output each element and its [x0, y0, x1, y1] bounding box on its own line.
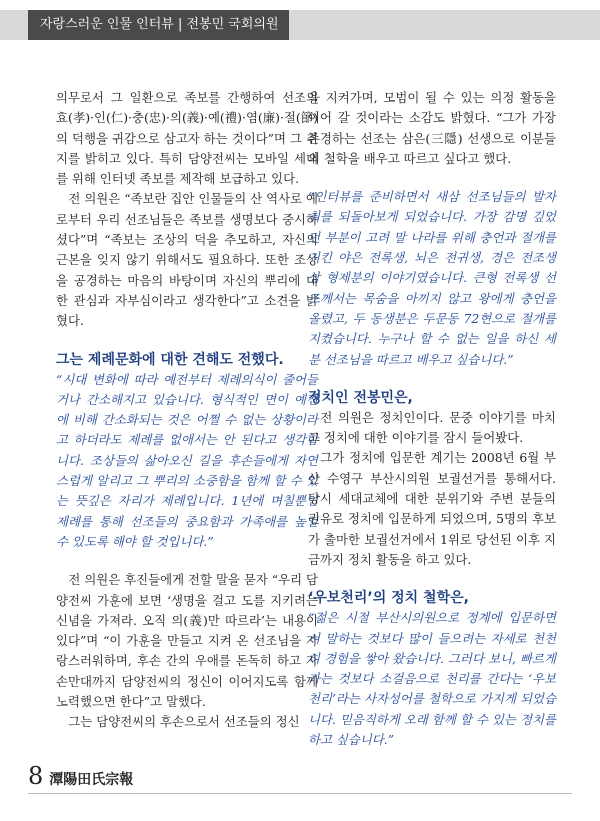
interview-quote: “인터뷰를 준비하면서 새삼 선조님들의 발자취를 되돌아보게 되었습니다. 가장 감명 깊었던 부분이 고려 말 나라를 위해 충언과 절개를 지킨 야은 전록생, 뇌은 전귀생, 경은 전조생 삼 형제분의 이야기였습니다. 큰형 전록생 선조께서는 목숨을 아끼지 않고 왕에게 충언을 올렸고, 두 동생분은 두문동 72현으로 절개를 지켰습니다. 누구나 할 수 없는 일을 하신 세 분 선조님을 따르고 배우고 싶습니다.”	[308, 189, 556, 367]
interview-quote: “시대 변화에 따라 예전부터 제례의식이 줄어들거나 간소해지고 있습니다. 형식적인 면이 예전에 비해 간소화되는 것은 어쩔 수 없는 상황이라고 하더라도 제례를 없애서는 안 된다고 생각합니다. 조상들의 삶아오신 길을 후손들에게 자연스럽게 알리고 그 뿌리의 소중함을 함께 할 수 있는 뜻깊은 자리가 제례입니다. 1년에 며칠뿐인 제례를 통해 선조들의 중요함과 가족애를 높일 수 있도록 해야 할 것입니다.”	[56, 371, 318, 549]
body-paragraph: 그는 담양전씨의 후손으로서 선조들의 정신	[68, 714, 300, 730]
body-paragraph: 그가 정치에 입문한 계기는 2008년 6월 부산 수영구 부산시의원 보궐선거를 통해서다. 당시 세대교체에 대한 분위기와 주변 분들의 권유로 정치에 입문하게 되었으며, 5명의 후보가 출마한 보궐선거에서 1위로 당선된 이후 지금까지 정치 활동을 하고 있다.	[308, 450, 556, 567]
section-title-tab: 자랑스러운 인물 인터뷰 | 전봉민 국회의원	[28, 10, 289, 40]
footer-divider	[28, 793, 572, 794]
page-number: 8	[28, 762, 44, 790]
spacer	[308, 370, 556, 388]
body-paragraph: 전 의원은 후진들에게 전할 말을 묻자 “우리 담양전씨 가훈에 보면 ‘생명을 걸고 도를 지키려는 신념을 가져라. 오직 의(義)만 따르라’는 내용이 있다”며 “이 가훈을 만들고 지켜 온 선조님을 자랑스러워하며, 후손 간의 우애를 돈독히 하고 자손만대까지 담양전씨의 정신이 이어지도록 함께 노력했으면 한다”고 말했다.	[56, 572, 318, 710]
publication-title: 潭陽田氏宗報	[49, 772, 134, 788]
body-paragraph: 전 의원은 “족보란 집안 인물들의 산 역사로 예로부터 우리 선조님들은 족보를 생명보다 중시하셨다”며 “족보는 조상의 덕을 추모하고, 자신의 근본을 잊지 않기 위해서도 필요하다. 또한 조상을 공경하는 마음의 바탕이며 자신의 뿌리에 대한 관심과 자부심이라고 생각한다”고 소견을 밝혔다.	[56, 191, 318, 329]
body-paragraph: 을 지켜가며, 모범이 될 수 있는 의정 활동을 이어 갈 것이라는 소감도 밝혔다. “그가 가장 존경하는 선조는 삼은(三隱) 선생으로 이분들의 철학을 배우고 따르고 싶다고 했다.	[308, 90, 556, 166]
spacer	[56, 332, 318, 350]
interview-quote: “젊은 시절 부산시의원으로 정계에 입문하면서 말하는 것보다 많이 들으려는 자세로 천천히 경험을 쌓아 왔습니다. 그러다 보니, 빠르게 가는 것보다 소걸음으로 천리를 간다는 ‘우보천리’라는 사자성어를 철학으로 가지게 되었습니다. 믿음직하게 오래 함께 할 수 있는 정치를 하고 싶습니다.”	[308, 610, 556, 748]
right-column	[308, 88, 556, 750]
left-column	[56, 88, 318, 733]
section-heading: ‘우보천리’의 정치 철학은,	[308, 590, 469, 607]
section-heading: 그는 제례문화에 대한 견해도 전했다.	[56, 351, 284, 368]
page-footer	[28, 764, 133, 788]
spacer	[56, 552, 318, 570]
body-paragraph: 전 의원은 정치인이다. 문중 이야기를 마치고 정치에 대한 이야기를 잠시 들어봤다.	[308, 409, 556, 446]
spacer	[308, 169, 556, 187]
spacer	[308, 570, 556, 588]
body-paragraph: 의무로서 그 일환으로 족보를 간행하여 선조의 효(孝)·인(仁)·충(忠)·의(義)·예(禮)·염(廉)·절(節)의 덕행을 귀감으로 삼고자 하는 것이다”며 그 취지를 밝히고 있다. 특히 담양전씨는 모바일 세대를 위해 인터넷 족보를 제작해 보급하고 있다.	[56, 90, 318, 187]
section-heading: 정치인 전봉민은,	[308, 389, 413, 406]
